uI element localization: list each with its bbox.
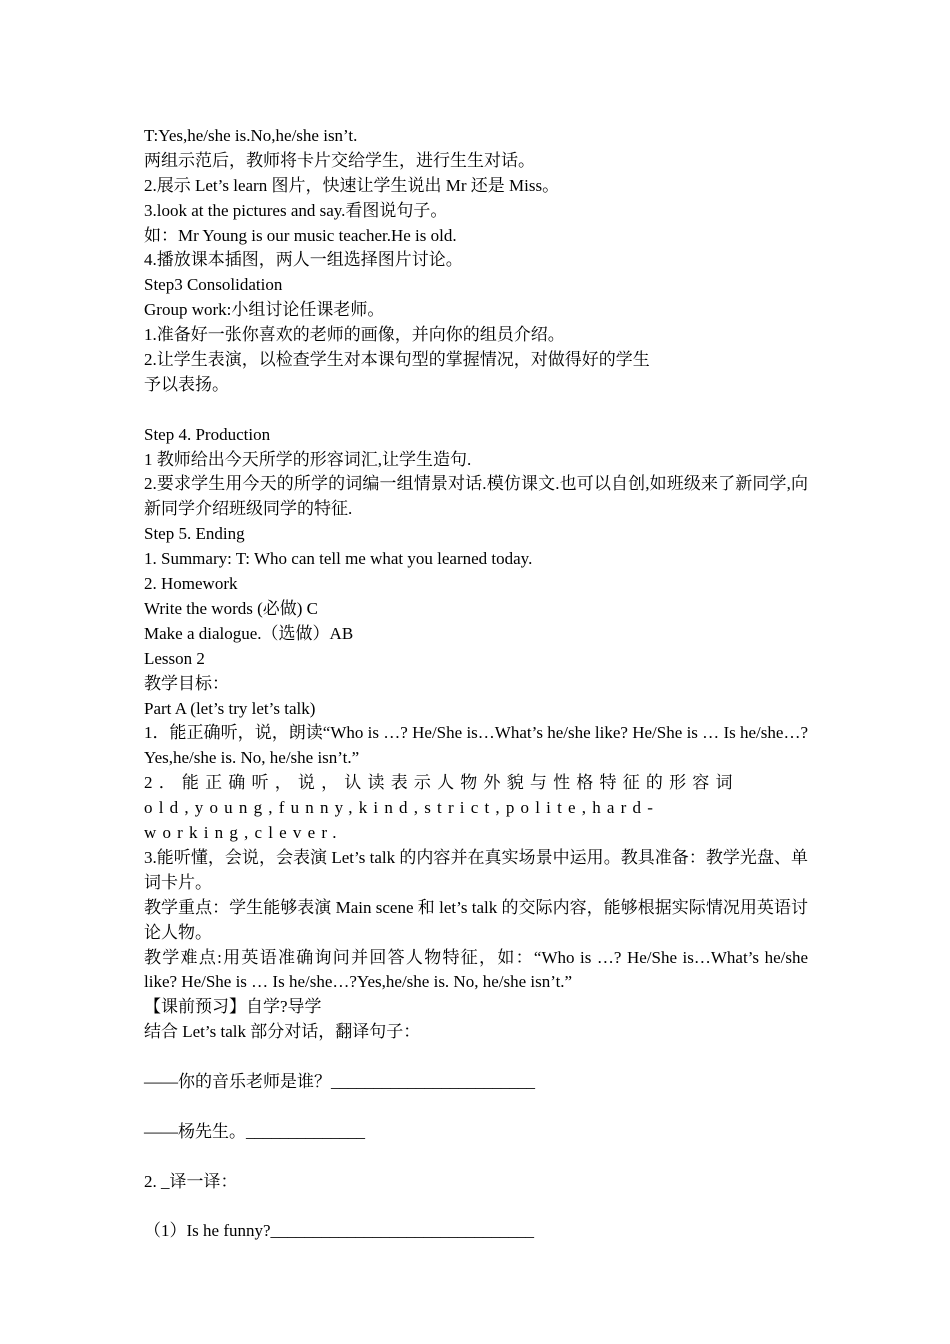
- blank-line: [144, 1195, 808, 1220]
- blank-line: [144, 398, 808, 423]
- text-paragraph: 教学重点：学生能够表演 Main scene 和 let’s talk 的交际内容，能够根据实际情况用英语讨论人物。: [144, 897, 808, 942]
- fill-in-line: （1）Is he funny?_______________________________: [144, 1221, 535, 1241]
- text-line: 1. Summary: T: Who can tell me what you learned today.: [144, 549, 533, 569]
- text-line: 2. _译一译：: [144, 1171, 238, 1191]
- section-heading: Step 4. Production: [144, 424, 271, 444]
- text-line: Part A (let’s try let’s talk): [144, 698, 316, 718]
- text-paragraph: 3.能听懂，会说，会表演 Let’s talk 的内容并在真实场景中运用。教具准备：教学光盘、单词卡片。: [144, 847, 808, 892]
- blank-line: [144, 1095, 808, 1120]
- text-line: Make a dialogue.（选做）AB: [144, 623, 354, 643]
- text-line: 予以表扬。: [144, 374, 229, 394]
- text-line: 如：Mr Young is our music teacher.He is old.: [144, 225, 457, 245]
- text-line: 1 教师给出今天所学的形容词汇,让学生造句.: [144, 449, 472, 469]
- section-heading: Step 5. Ending: [144, 524, 245, 544]
- text-line: 两组示范后，教师将卡片交给学生，进行生生对话。: [144, 150, 535, 170]
- text-line: 1.准备好一张你喜欢的老师的画像，并向你的组员介绍。: [144, 325, 565, 345]
- blank-line: [144, 1045, 808, 1070]
- text-paragraph: 2．能正确听，说，认读表示人物外貌与性格特征的形容词 old,young,funny,kind,strict,polite,hard-working,clever.: [144, 773, 739, 843]
- text-line: 2.让学生表演，以检查学生对本课句型的掌握情况，对做得好的学生: [144, 350, 650, 370]
- text-line: 【课前预习】自学?导学: [144, 997, 322, 1017]
- fill-in-line: ——你的音乐老师是谁？________________________: [144, 1072, 535, 1092]
- text-line: 4.播放课本插图，两人一组选择图片讨论。: [144, 250, 463, 270]
- text-line: 2.展示 Let’s learn 图片，快速让学生说出 Mr 还是 Miss。: [144, 175, 560, 195]
- fill-in-line: ——杨先生。______________: [144, 1121, 365, 1141]
- text-line: 教学目标：: [144, 673, 229, 693]
- lesson-heading: Lesson 2: [144, 648, 205, 668]
- text-paragraph: 1．能正确听，说，朗读“Who is …? He/She is…What’s he/she like? He/She is … Is he/she…?Yes,he/she is. No, he/she isn’t.”: [144, 723, 808, 768]
- text-line: T:Yes,he/she is.No,he/she isn’t.: [144, 126, 358, 145]
- text-paragraph: 2.要求学生用今天的所学的词编一组情景对话.模仿课文.也可以自创,如班级来了新同学,向新同学介绍班级同学的特征.: [144, 474, 808, 519]
- text-line: Write the words (必做) C: [144, 598, 319, 618]
- text-line: Group work:小组讨论任课老师。: [144, 300, 385, 320]
- section-heading: Step3 Consolidation: [144, 275, 283, 295]
- text-line: 3.look at the pictures and say.看图说句子。: [144, 200, 448, 220]
- text-line: 2. Homework: [144, 574, 238, 594]
- text-line: 结合 Let’s talk 部分对话，翻译句子：: [144, 1022, 421, 1042]
- document-page: [144, 124, 808, 1244]
- text-paragraph: 教学难点:用英语准确询问并回答人物特征，如：“Who is …? He/She is…What’s he/she like? He/She is … Is he/she…?Yes,he/she is. No, he/she isn’t.”: [144, 947, 808, 992]
- blank-line: [144, 1145, 808, 1170]
